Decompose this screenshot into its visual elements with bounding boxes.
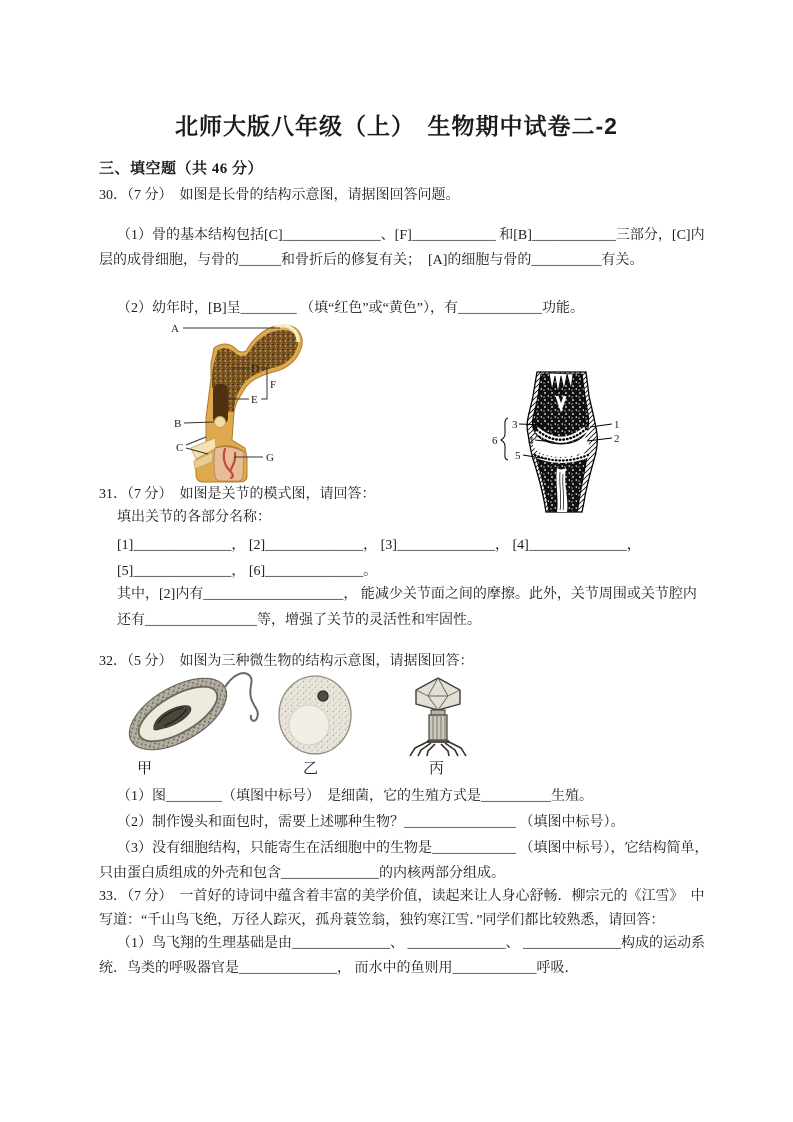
joint-label-3: 3 — [512, 419, 518, 431]
question-33-part1: （1）鸟飞翔的生理基础是由______________、 ______________、 ______________构成的运动系统．鸟类的呼吸器官是______________， 而水中的鱼则用____________呼吸． — [99, 936, 705, 976]
bacterium-flagellum — [225, 673, 258, 721]
long-bone-diagram — [136, 318, 308, 490]
question-32-part1: （1）图________（填图中标号） 是细菌，它的生殖方式是__________生殖。 — [117, 789, 593, 804]
bacteriophage-figure — [410, 678, 466, 756]
question-32-part3: （3）没有细胞结构，只能寄生在活细胞中的生物是____________ （填图中标号），它结构简单，只由蛋白质组成的外壳和包含______________的内核两部分组成。 — [99, 841, 709, 881]
bone-label-c: C — [176, 442, 184, 454]
bone-label-g: G — [266, 452, 274, 464]
bracket-6 — [501, 418, 508, 460]
question-31-stem: 31．（7 分） 如图是关节的模式图，请回答： — [99, 487, 376, 502]
phage-tail-fibers — [410, 741, 466, 756]
phage-head — [416, 678, 460, 710]
bacterium-figure — [122, 668, 238, 763]
micro-label-jia: 甲 — [137, 761, 153, 777]
question-32-part2: （2）制作馒头和面包时，需要上述哪种生物？________________ （填图中标号）。 — [117, 815, 625, 830]
bone-label-f: F — [270, 379, 277, 391]
phage-collar — [431, 710, 445, 715]
question-32-stem: 32．（5 分） 如图为三种微生物的结构示意图，请据图回答： — [99, 654, 474, 669]
page-title: 北师大版八年级（上） 生物期中试卷二-2 — [175, 113, 618, 139]
section-header: 三、填空题（共 46 分） — [99, 161, 264, 177]
question-30-stem: 30．（7 分） 如图是长骨的结构示意图，请据图回答问题。 — [99, 188, 460, 203]
bone-label-e: E — [251, 394, 258, 406]
joint-label-1: 1 — [614, 419, 620, 431]
bone-label-a: A — [171, 323, 179, 335]
bone-label-d: D — [251, 363, 259, 375]
bone-marrow-circle — [215, 417, 226, 428]
question-31-blanks-2: [5]______________， [6]______________。 — [117, 564, 378, 579]
joint-label-2: 2 — [614, 433, 620, 445]
joint-label-6: 6 — [492, 435, 498, 447]
microorganisms-diagram — [122, 668, 482, 763]
bone-cut-face — [214, 447, 244, 481]
joint-label-5: 5 — [515, 450, 521, 462]
phage-sheath — [429, 715, 447, 740]
yeast-vacuole — [289, 705, 329, 745]
question-30-part1: （1）骨的基本结构包括[C]______________、[F]____________ 和[B]____________三部分，[C]内层的成骨细胞，与骨的______和骨折后的修复有关； [A]的细胞与骨的__________有关。 — [99, 228, 705, 268]
joint-label-4: 4 — [528, 435, 534, 447]
question-31-blanks-1: [1]______________， [2]______________， [3]______________， [4]______________， — [117, 538, 641, 553]
joint-diagram — [487, 356, 633, 518]
bone-label-b: B — [174, 418, 182, 430]
question-33-stem: 33．（7 分） 一首好的诗词中蕴含着丰富的美学价值，读起来让人身心舒畅．柳宗元的《江雪》 中写道：“千山鸟飞绝，万径人踪灭，孤舟蓑笠翁，独钓寒江雪．”同学们都比较熟悉，请回答： — [99, 889, 705, 928]
micro-label-yi: 乙 — [303, 761, 319, 777]
question-30-part2: （2）幼年时，[B]呈________ （填“红色”或“黄色”），有____________功能。 — [117, 301, 585, 316]
yeast-figure — [279, 676, 351, 754]
question-31-subprompt: 填出关节的各部分名称： — [117, 510, 271, 525]
yeast-nucleus — [318, 691, 328, 701]
micro-label-bing: 丙 — [429, 761, 445, 777]
question-31-part1: 其中，[2]内有____________________， 能减少关节面之间的摩擦。此外，关节周围或关节腔内还有________________等，增强了关节的灵活性和牢固性。 — [117, 587, 697, 628]
